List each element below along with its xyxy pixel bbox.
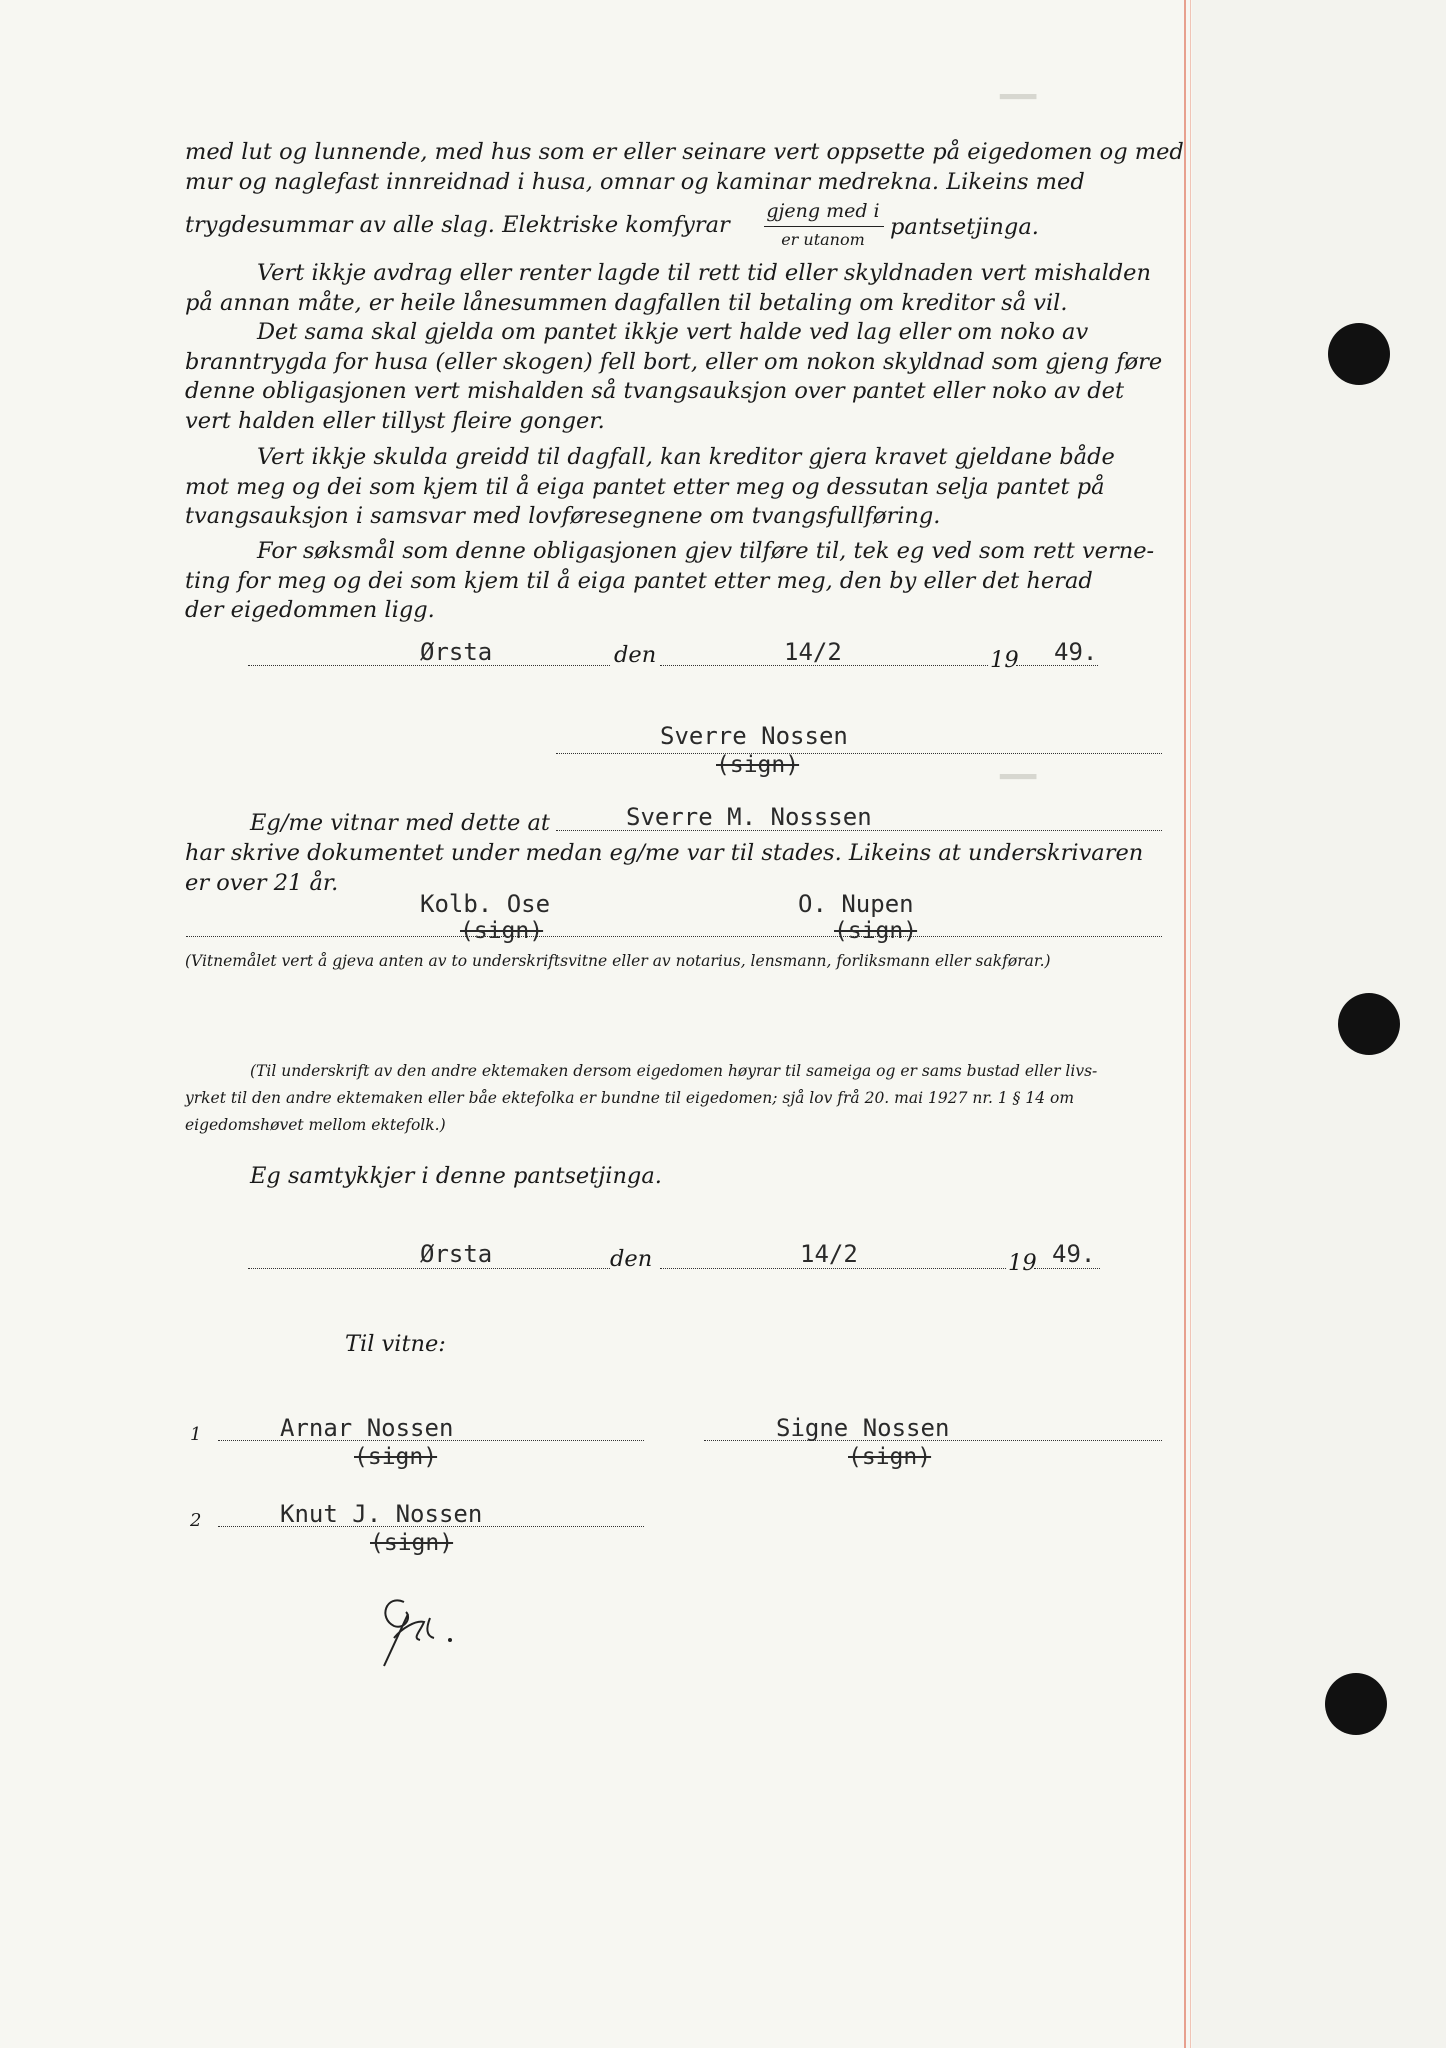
witness-statement-name: Sverre M. Nosssen <box>626 803 872 831</box>
vitne-2-name: Knut J. Nossen <box>280 1500 483 1528</box>
vitne-1-sign: (sign) <box>354 1444 438 1470</box>
spouse-signer-name: Signe Nossen <box>776 1414 950 1442</box>
vitne-1-name: Arnar Nossen <box>280 1414 454 1442</box>
date-value: 14/2 <box>784 638 842 666</box>
date2-year: 49. <box>1052 1240 1096 1268</box>
paragraph-default <box>185 259 1163 318</box>
binder-hole <box>1325 1673 1387 1735</box>
signer-name: Sverre Nossen <box>660 722 848 750</box>
spouse-note-cont <box>185 1085 1163 1139</box>
paragraph-enforcement <box>185 443 1163 532</box>
witness-1-name: Kolb. Ose <box>420 890 551 918</box>
fraction-top: gjeng med i <box>766 200 880 222</box>
bleed-through-mark: ━━ <box>1000 80 1037 115</box>
binder-hole <box>1328 323 1390 385</box>
witness-1-sign: (sign) <box>460 918 544 944</box>
witness-signature-line <box>186 936 1162 937</box>
text-line: (Vitnemålet vert å gjeva anten av to underskriftsvitne eller av notarius, lensmann, forliksmann eller sakførar.) <box>185 952 1051 970</box>
date-year: 49. <box>1054 638 1098 666</box>
date2-century: 19 <box>1008 1250 1037 1276</box>
paragraph-property-scope <box>185 138 1184 197</box>
vitne-number: 2 <box>190 1510 202 1531</box>
date2-den-label: den <box>610 1246 653 1272</box>
text-line: For søksmål som denne obligasjonen gjev tilføre til, tek eg ved som rett verne- <box>257 538 1155 564</box>
witness-2-sign: (sign) <box>834 918 918 944</box>
margin-rule-secondary <box>1190 0 1191 2048</box>
witness-statement-body <box>185 839 1163 898</box>
margin-rule <box>1184 0 1186 2048</box>
initials-mark <box>364 1584 474 1674</box>
bleed-through-mark: ━━ <box>1000 760 1037 795</box>
text-line: på annan måte, er heile lånesummen dagfallen til betaling om kreditor så vil. <box>185 289 1068 316</box>
paragraph-insurance <box>185 318 1163 436</box>
text-line: pantsetjinga. <box>890 214 1039 240</box>
vitne-2-sign: (sign) <box>370 1530 454 1556</box>
text-line: eigedomshøvet mellom ektefolk.) <box>185 1116 446 1134</box>
date-place: Ørsta <box>420 638 493 666</box>
signer-sign-mark: (sign) <box>716 752 800 778</box>
spouse-note <box>250 1058 1162 1085</box>
date2-place: Ørsta <box>420 1240 493 1268</box>
date-century: 19 <box>990 647 1019 673</box>
signature-line <box>556 753 1162 754</box>
binder-hole <box>1338 993 1400 1055</box>
text-line: Vert ikkje avdrag eller renter lagde til rett tid eller skyldnaden vert mishalden <box>257 260 1151 286</box>
consent-statement: Eg samtykkjer i denne pantsetjinga. <box>250 1163 662 1189</box>
text-line: Vert ikkje skulda greidd til dagfall, kan kreditor gjera kravet gjeldane både <box>257 444 1115 470</box>
til-vitne-label: Til vitne: <box>345 1331 446 1357</box>
text-line: der eigedommen ligg. <box>185 597 435 623</box>
vitne-number: 1 <box>190 1424 202 1445</box>
fraction-bottom: er utanom <box>781 230 865 249</box>
witness-2-name: O. Nupen <box>798 890 914 918</box>
text-line: mur og naglefast innreidnad i husa, omnar og kaminar medrekna. Likeins med <box>185 168 1085 195</box>
text-line: har skrive dokumentet under medan eg/me var til stades. Likeins at underskrivaren <box>185 840 1144 866</box>
text-line: branntrygda for husa (eller skogen) fell bort, eller om nokon skyldnad som gjeng føre <box>185 348 1163 375</box>
date2-value: 14/2 <box>800 1240 858 1268</box>
text-line: (Til underskrift av den andre ektemaken dersom eigedomen høyrar til sameiga og er sams bustad eller livs- <box>250 1062 1098 1080</box>
paragraph-venue <box>185 537 1163 626</box>
text-line: er over 21 år. <box>185 869 339 896</box>
right-margin-area <box>1192 0 1446 2048</box>
text-line: tvangsauksjon i samsvar med lovføresegnene om tvangsfullføring. <box>185 503 941 529</box>
date2-value-line <box>660 1268 1006 1269</box>
text-line: ting for meg og dei som kjem til å eiga pantet etter meg, den by eller det herad <box>185 567 1093 594</box>
fraction-bar <box>764 226 884 227</box>
date-den-label: den <box>614 642 657 668</box>
spouse-signer-sign: (sign) <box>848 1444 932 1470</box>
text-line: med lut og lunnende, med hus som er eller seinare vert oppsette på eigedomen og med <box>185 139 1184 165</box>
text-line: vert halden eller tillyst fleire gonger. <box>185 407 605 434</box>
text-line: Det sama skal gjelda om pantet ikkje vert halde ved lag eller om noko av <box>257 319 1089 345</box>
text-line: mot meg og dei som kjem til å eiga pantet etter meg og dessutan selja pantet på <box>185 473 1105 500</box>
text-line: denne obligasjonen vert mishalden så tvangsauksjon over pantet eller noko av det <box>185 378 1125 404</box>
text-line: yrket til den andre ektemaken eller båe ektefolka er bundne til eigedomen; sjå lov frå 20. mai 1927 nr. 1 § 14 om <box>185 1089 1075 1107</box>
text-line: trygdesummar av alle slag. Elektriske komfyrar <box>185 212 730 238</box>
witness-statement-prefix: Eg/me vitnar med dette at <box>250 810 550 836</box>
date2-year-line <box>1034 1268 1100 1269</box>
date2-place-line <box>248 1268 610 1269</box>
witness-note <box>185 948 1163 975</box>
